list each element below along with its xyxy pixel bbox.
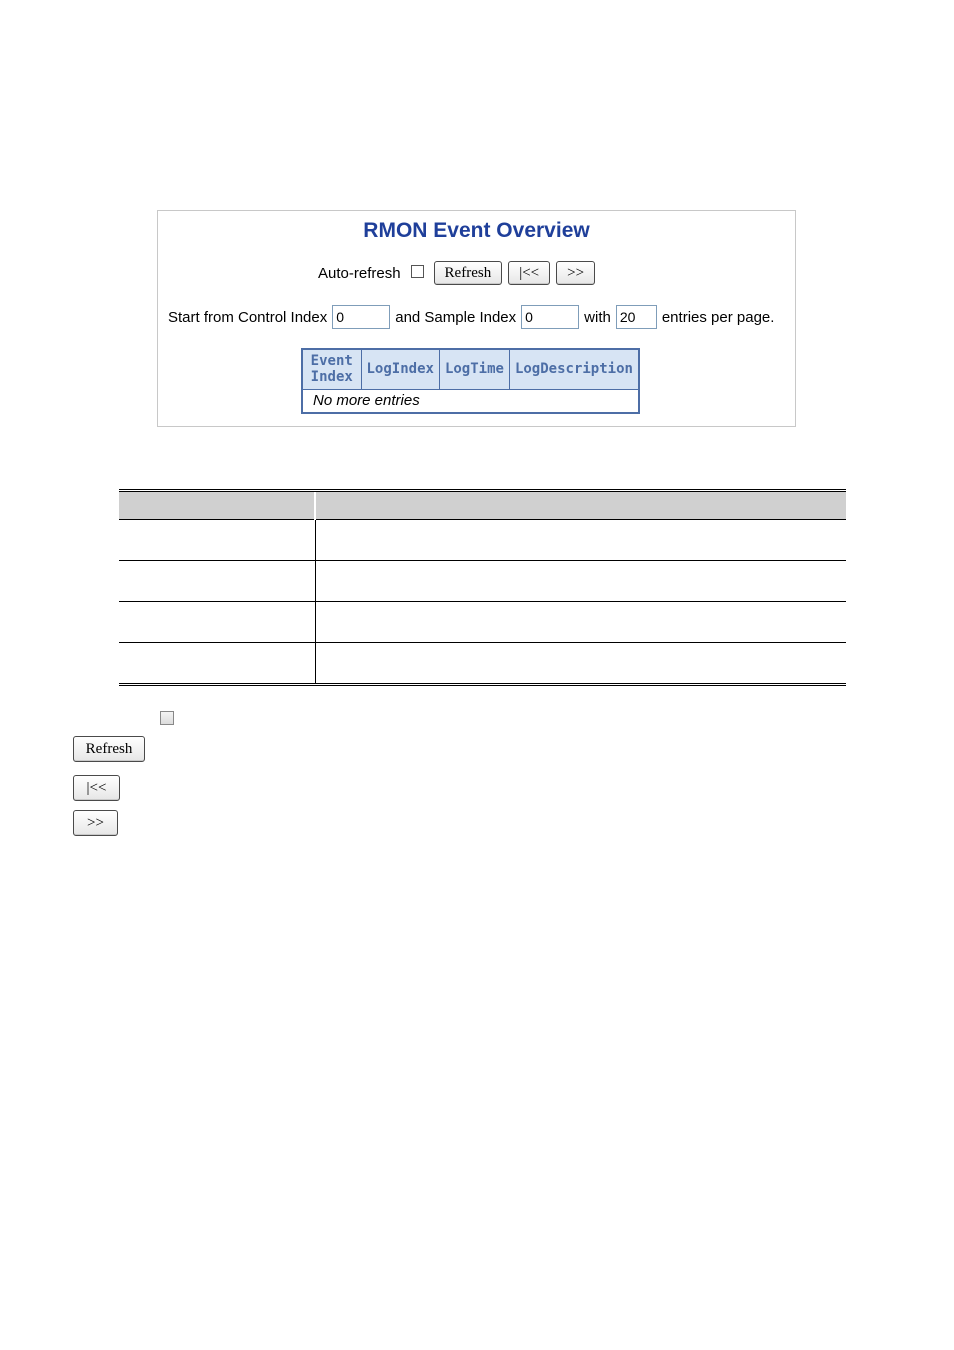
index-row — [168, 305, 774, 329]
first-page-button[interactable]: |<< — [508, 261, 550, 285]
table-row — [119, 643, 846, 685]
table-row — [119, 602, 846, 643]
description-table — [119, 489, 846, 686]
page-title: RMON Event Overview — [363, 219, 590, 242]
auto-refresh-checkbox[interactable] — [411, 265, 424, 278]
next-page-button[interactable]: >> — [556, 261, 595, 285]
first-page-button-sample[interactable]: |<< — [73, 775, 120, 801]
with-label: with — [584, 308, 611, 326]
entries-suffix: entries per page. — [661, 308, 775, 326]
object-header — [119, 491, 315, 520]
refresh-button-sample[interactable]: Refresh — [73, 736, 145, 762]
next-page-button-sample[interactable]: >> — [73, 810, 118, 836]
table-row — [119, 561, 846, 602]
table-row — [302, 389, 639, 413]
entries-per-page-input[interactable] — [616, 305, 657, 329]
description-header-row — [119, 491, 846, 520]
table-row — [119, 520, 846, 561]
auto-refresh-label: Auto-refresh — [318, 264, 401, 282]
sample-label: and Sample Index — [395, 308, 517, 326]
empty-message: No more entries — [313, 392, 420, 409]
event-overview-table — [301, 348, 640, 414]
toolbar — [318, 261, 595, 285]
col-log-index: LogIndex — [361, 349, 439, 389]
col-event-index: Event Index — [302, 349, 361, 389]
col-log-time: LogTime — [439, 349, 509, 389]
col-log-description: LogDescription — [509, 349, 639, 389]
rmon-event-overview-panel — [157, 210, 796, 427]
description-header — [315, 491, 846, 520]
control-index-input[interactable] — [332, 305, 390, 329]
start-label: Start from Control Index — [168, 308, 328, 326]
sample-index-input[interactable] — [521, 305, 579, 329]
refresh-button[interactable]: Refresh — [434, 261, 503, 285]
auto-refresh-checkbox-sample[interactable] — [160, 711, 174, 725]
